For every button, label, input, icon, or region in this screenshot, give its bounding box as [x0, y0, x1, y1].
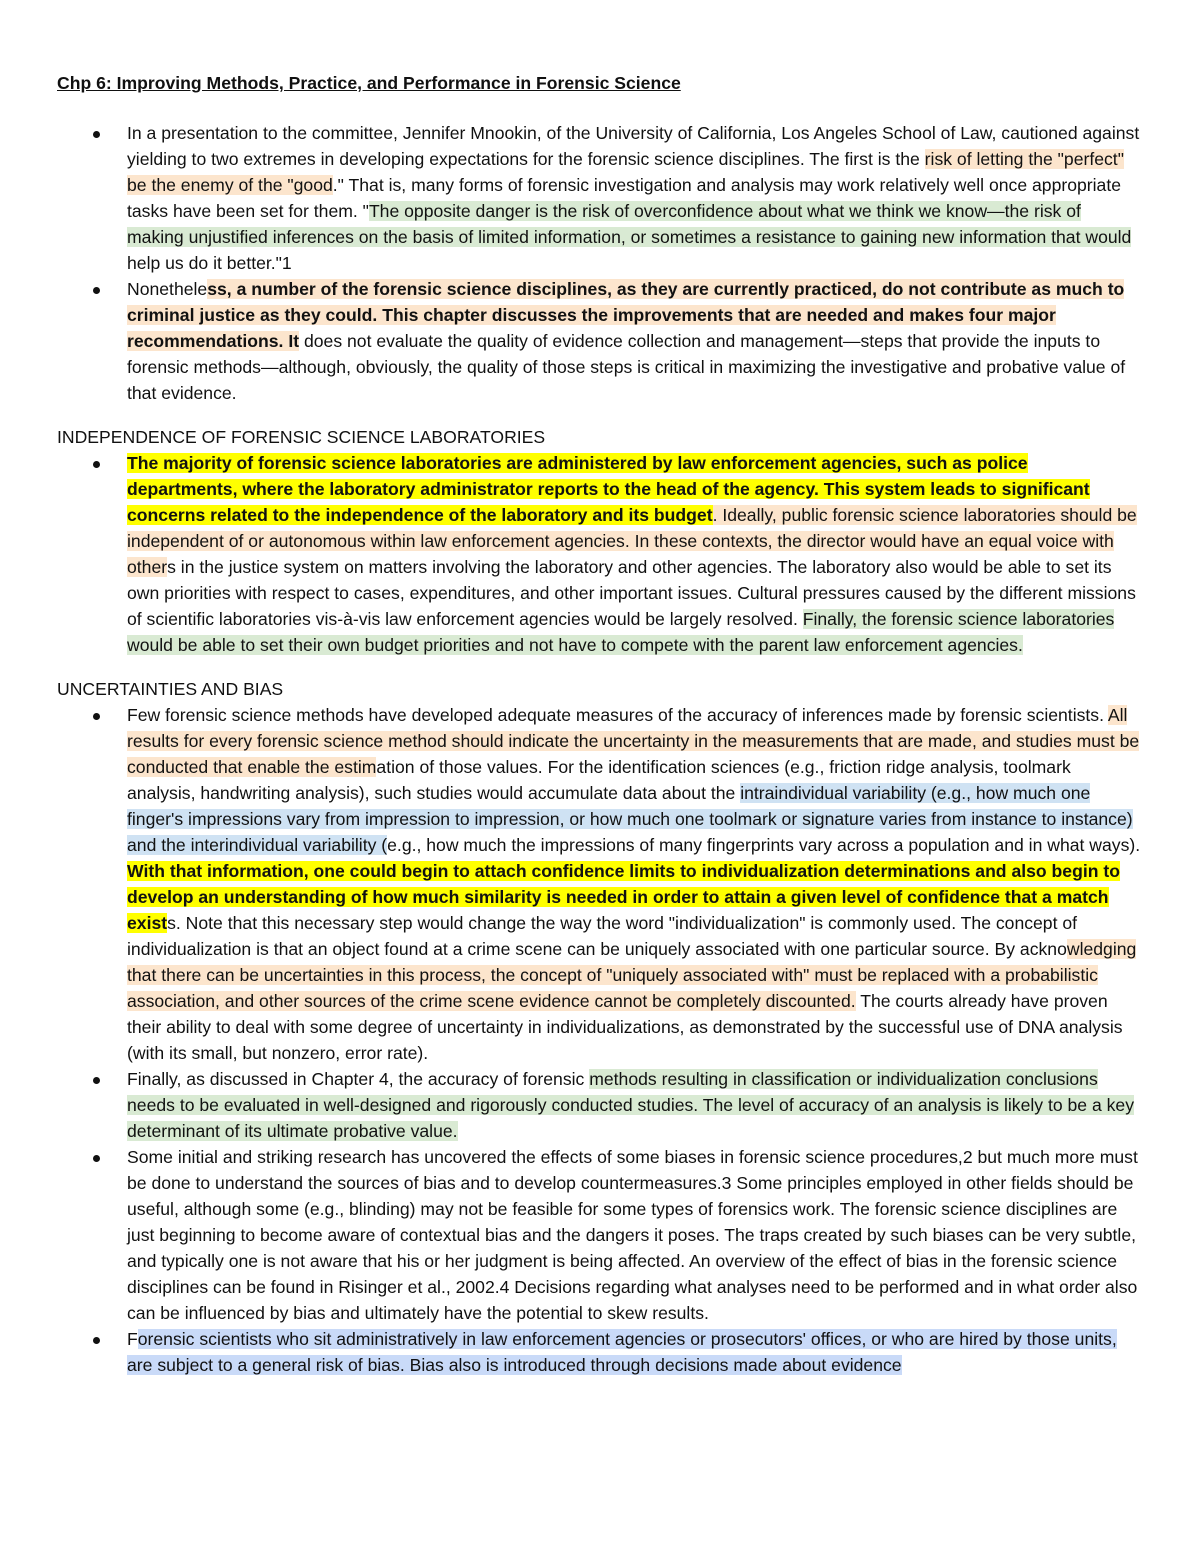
text-run: s in the justice system on matters involving the laboratory and other agencies. The laboratory also would be able to set its own priorities with respect to cases, expenditures, and other important issues. Cultural pressures caused by the different missions of scientific laboratories vis-à-vis law enforcement agencies would be largely resolved. [127, 557, 1136, 629]
bullet-icon [93, 1077, 100, 1084]
text-run: The courts already have proven their ability to deal with some degree of uncertainty in individualizations, as demonstrated by the successful use of DNA analysis (with its small, but nonzero, error rate). [127, 991, 1123, 1063]
text-run: F [127, 1329, 138, 1349]
text-run: Nonethele [127, 279, 208, 299]
text-run: e.g., how much the impressions of many fingerprints vary across a population and in what ways). [387, 835, 1141, 855]
highlight-blue: orensic scientists who sit administratively in law enforcement agencies or prosecutors' offices, or who are hired by those units, are subject to a general risk of bias. Bias also is introduced through decisions made about evidence [127, 1329, 1117, 1375]
section-heading-uncertainties: UNCERTAINTIES AND BIAS [57, 679, 284, 699]
highlight-orange: risk of letting the "perfect" be the enemy of the "good [127, 149, 1124, 195]
list-item [57, 1326, 1142, 1378]
uncertainties-list [57, 702, 1142, 1378]
highlight-yellow-bold: With that information, one could begin to attach confidence limits to individualization determinations and also begin to develop an understanding of how much similarity is needed in order to attain a given level of confidence that a match exist [127, 861, 1120, 933]
highlight-orange: wledging that there can be uncertainties in this process, the concept of "uniquely associated with" must be replaced with a probabilistic association, and other sources of the crime scene evidence cannot be completely discounted. [127, 939, 1137, 1011]
bullet-icon [93, 131, 100, 138]
bullet-icon [93, 713, 100, 720]
text-run: Some initial and striking research has uncovered the effects of some biases in forensic science procedures,2 but much more must be done to understand the sources of bias and to develop countermeasures.3 Some principles employed in other fields should be useful, although some (e.g., blinding) may not be feasible for some types of forensics work. The forensic science disciplines are just beginning to become aware of contextual bias and the dangers it poses. The traps created by such biases can be very subtle, and typically one is not aware that his or her judgment is being affected. An overview of the effect of bias in the forensic science disciplines can be found in Risinger et al., 2002.4 Decisions regarding what analyses need to be performed and in what order also can be influenced by bias and ultimately have the potential to skew results. [127, 1147, 1138, 1323]
bullet-icon [93, 1155, 100, 1162]
text-run: Finally, as discussed in Chapter 4, the accuracy of forensic [127, 1069, 590, 1089]
highlight-orange: All results for every forensic science method should indicate the uncertainty in the measurements that are made, and studies must be conducted that enable the estim [127, 705, 1140, 777]
text-run: ." That is, many forms of forensic investigation and analysis may work relatively well once appropriate tasks have been set for them. " [127, 175, 1122, 221]
list-item [57, 702, 1142, 1066]
text-run: does not evaluate the quality of evidence collection and management—steps that provide the inputs to forensic methods—although, obviously, the quality of those steps is critical in maximizing the investigative and probative value of that evidence. [127, 331, 1126, 403]
text-run: help us do it better."1 [127, 253, 292, 273]
text-run: ation of those values. For the identification sciences (e.g., friction ridge analysis, toolmark analysis, handwriting analysis), such studies would accumulate data about the [127, 757, 1071, 803]
highlight-yellow-bold: The majority of forensic science laboratories are administered by law enforcement agencies, such as police departments, where the laboratory administrator reports to the head of the agency. This system leads to significant concerns related to the independence of the laboratory and its budget [127, 453, 1090, 525]
highlight-green: Finally, the forensic science laboratories would be able to set their own budget priorities and not have to compete with the parent law enforcement agencies. [127, 609, 1115, 655]
list-item [57, 1066, 1142, 1144]
document-title: Chp 6: Improving Methods, Practice, and Performance in Forensic Science [57, 73, 681, 93]
bullet-icon [93, 461, 100, 468]
highlight-blue: intraindividual variability (e.g., how much one finger's impressions vary from impression to impression, or how much one toolmark or signature varies from instance to instance) and the interindividual variability ( [127, 783, 1133, 855]
list-item [57, 1144, 1142, 1326]
list-item [57, 120, 1142, 276]
text-run: In a presentation to the committee, Jennifer Mnookin, of the University of California, Los Angeles School of Law, cautioned against yielding to two extremes in developing expectations for the forensic science disciplines. The first is the [127, 123, 1140, 169]
intro-list [57, 120, 1142, 406]
bullet-icon [93, 1337, 100, 1344]
highlight-orange-bold: ss, a number of the forensic science disciplines, as they are currently practiced, do not contribute as much to criminal justice as they could. This chapter discusses the improvements that are needed and makes four major recommendations. It [127, 279, 1125, 351]
highlight-green: methods resulting in classification or individualization conclusions needs to be evaluated in well-designed and rigorously conducted studies. The level of accuracy of an analysis is likely to be a key determinant of its ultimate probative value. [127, 1069, 1135, 1141]
list-item [57, 450, 1142, 658]
section-heading-independence: INDEPENDENCE OF FORENSIC SCIENCE LABORATORIES [57, 427, 546, 447]
independence-list [57, 450, 1142, 658]
list-item [57, 276, 1142, 406]
text-run: Few forensic science methods have developed adequate measures of the accuracy of inferences made by forensic scientists. [127, 705, 1108, 725]
highlight-green: The opposite danger is the risk of overconfidence about what we think we know—the risk of making unjustified inferences on the basis of limited information, or sometimes a resistance to gaining new information that would [127, 201, 1132, 247]
text-run: s. Note that this necessary step would change the way the word "individualization" is commonly used. The concept of individualization is that an object found at a crime scene can be uniquely associated with one particular source. By ackno [127, 913, 1078, 959]
bullet-icon [93, 287, 100, 294]
highlight-orange: . Ideally, public forensic science laboratories should be independent of or autonomous within law enforcement agencies. In these contexts, the director would have an equal voice with other [127, 505, 1137, 577]
